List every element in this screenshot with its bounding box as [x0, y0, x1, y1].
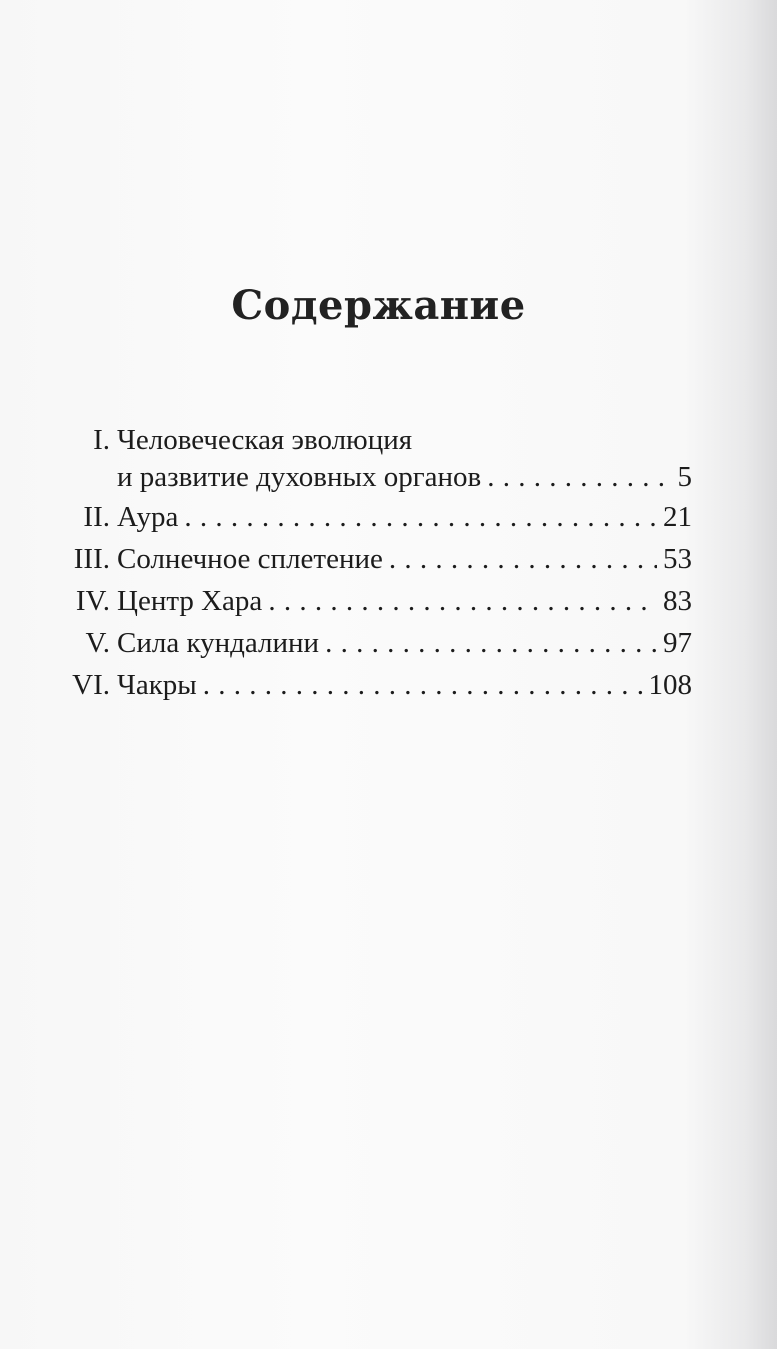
toc-entry[interactable]	[40, 580, 692, 622]
table-of-contents	[40, 422, 692, 706]
toc-page-number: 108	[648, 669, 692, 701]
toc-label: Сила кундалини	[117, 627, 320, 659]
toc-page-number: 97	[663, 627, 692, 659]
toc-page-number: 83	[663, 585, 692, 617]
toc-entry-1-line-1	[40, 422, 692, 458]
toc-label: Центр Хара	[117, 585, 263, 617]
dot-leader	[325, 622, 657, 664]
toc-entry[interactable]	[40, 538, 692, 580]
toc-numeral: VI.	[72, 669, 110, 701]
toc-label: Человеческая эволюция	[117, 424, 413, 456]
toc-numeral: I.	[93, 424, 110, 456]
toc-entry[interactable]	[40, 622, 692, 664]
toc-entry-1-line-2[interactable]	[40, 458, 692, 496]
toc-numeral: III.	[73, 543, 110, 575]
toc-page-number: 21	[663, 501, 692, 533]
toc-label: Аура	[117, 501, 179, 533]
toc-entry[interactable]	[40, 496, 692, 538]
dot-leader	[487, 458, 671, 496]
page-title: Содержание	[231, 282, 526, 329]
toc-page-number: 5	[677, 461, 692, 493]
toc-numeral: IV.	[75, 585, 110, 617]
toc-numeral: V.	[85, 627, 110, 659]
dot-leader	[268, 580, 657, 622]
toc-page-number: 53	[663, 543, 692, 575]
toc-numeral: II.	[83, 501, 110, 533]
toc-entry[interactable]	[40, 664, 692, 706]
dot-leader	[203, 664, 643, 706]
dot-leader	[184, 496, 657, 538]
toc-label: и развитие духовных органов	[117, 461, 482, 493]
toc-label: Чакры	[117, 669, 197, 701]
dot-leader	[389, 538, 657, 580]
toc-label: Солнечное сплетение	[117, 543, 383, 575]
